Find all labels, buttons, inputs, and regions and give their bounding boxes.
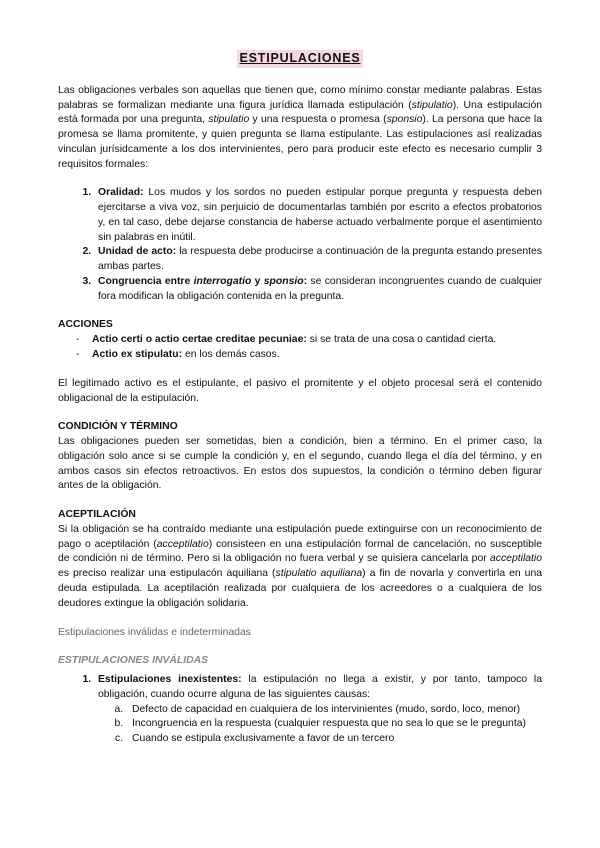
requisito-text: Los mudos y los sordos no pueden estipular porque pregunta y respuesta deben ejercitarse a viva voz, sin perjuicio de documentarlas también por escrito a efectos probatorios y, en tal caso, debe dejarse constancia de haberse actuado verbalmente porque el asentimiento sin palabras en inútil.: [98, 187, 542, 243]
document-title: ESTIPULACIONES: [237, 50, 364, 68]
invalida-text: la estipulación no llega a existir, y por tanto, tampoco la obligación, cuando ocurre alguna de las siguientes causas:: [98, 674, 542, 700]
intro-text-3: y una respuesta o promesa (: [249, 114, 387, 126]
invalidas-indeterminadas-heading: Estipulaciones inválidas e indeterminadas: [58, 626, 251, 638]
requisito-text: se consideran incongruentes cuando de cualquier fora modifican la obligación contenida en la pregunta.: [98, 275, 542, 302]
aceptilacion-text-3: es preciso realizar una estipulacón aquiliana (: [58, 568, 276, 580]
causas-list: [98, 703, 542, 747]
condicion-heading: CONDICIÓN Y TÉRMINO: [58, 421, 178, 433]
acciones-list: [58, 333, 542, 363]
intro-sponsio: sponsio: [386, 114, 423, 126]
requisito-label: Unidad de acto:: [98, 246, 177, 258]
intro-paragraph: [58, 84, 542, 173]
invalidas-list: [58, 673, 542, 747]
acciones-paragraph: El legitimado activo es el estipulante, el pasivo el promitente y el objeto procesal será el contenido obligacional de la estipulación.: [58, 377, 542, 404]
accion-text: en los demás casos.: [182, 349, 280, 361]
aceptilacion-text-4: ) a fin de novarla y convertirla en una deuda estipulada. La aceptilación realizada por cualquiera de los acreedores o a cualquiera de los deudores extingue la obligación solidaria.: [58, 568, 542, 609]
accion-label: Actio certi o actio certae creditae pecuniae:: [92, 334, 307, 346]
aceptilacion-paragraph: [58, 523, 542, 612]
causa-item: c. Cuando se estipula exclusivamente a favor de un tercero: [126, 732, 542, 747]
aceptilacion-heading: ACEPTILACIÓN: [58, 509, 136, 521]
accion-item: [76, 348, 542, 363]
aceptilacion-stipulatio-aquiliana: stipulatio aquiliana: [275, 568, 363, 580]
title-wrap: [58, 50, 542, 68]
invalida-item: [94, 673, 542, 747]
accion-label: Actio ex stipulatu:: [92, 349, 183, 361]
condicion-paragraph: Las obligaciones pueden ser sometidas, bien a condición, bien a término. En el primer caso, la obligación solo ance si se cumple la condición y, en el segundo, cuando llega el día del término, y en ambos casos sin efectos retroactivos. En estos dos supuestos, la condición o término deben figurar antes de la obligación.: [58, 436, 542, 492]
requisito-item: [94, 245, 542, 275]
requisito-item: [94, 186, 542, 245]
intro-stipulatio: stipulatio: [411, 99, 453, 111]
requisito-item: [94, 275, 542, 305]
aceptilacion-acceptilatio-2: acceptilatio: [490, 553, 542, 565]
invalidas-heading: ESTIPULACIONES INVÁLIDAS: [58, 655, 209, 667]
requisito-label: Congruencia entre interrogatio y sponsio:: [98, 275, 308, 287]
intro-stipulatio-2: stipulatio: [208, 114, 250, 126]
requisito-text: la respuesta debe producirse a continuación de la pregunta estando presentes ambas partes.: [98, 246, 543, 273]
aceptilacion-acceptilatio: acceptilatio: [156, 538, 209, 550]
intro-text-1: Las obligaciones verbales son aquellas que tienen que, como mínimo constar mediante palabras. Estas palabras se formalizan mediante una figura jurídica llamada estipulación (: [58, 84, 542, 111]
causa-item: a. Defecto de capacidad en cualquiera de los intervinientes (mudo, sordo, loco, menor): [126, 703, 542, 718]
requisitos-list: [58, 186, 542, 304]
accion-item: [76, 333, 542, 348]
aceptilacion-text-2: ) consisteen en una estipulación formal de cancelación, no susceptible de condición ni de término. Pero si la obligación no fuera verbal y se quisiera cancelarla por: [58, 538, 542, 565]
aceptilacion-text-1: Si la obligación se ha contraído mediante una estipulación puede extinguirse con un reconocimiento de pago o aceptilación (: [58, 523, 542, 550]
invalida-label: Estipulaciones inexistentes:: [98, 674, 242, 686]
intro-text-2: ). Una estipulación está formada por una pregunta,: [58, 99, 542, 126]
accion-text: si se trata de una cosa o cantidad cierta.: [306, 334, 497, 346]
causa-item: b. Incongruencia en la respuesta (cualquier respuesta que no sea lo que se le pregunta): [126, 717, 542, 732]
requisito-label: Oralidad:: [98, 187, 144, 199]
acciones-heading: ACCIONES: [58, 319, 113, 331]
intro-text-4: ). La persona que hace la promesa se llama promitente, y quien pregunta se llama estipulante. Las estipulaciones así realizadas vinculan jurísidcamente a los dos intervinientes, pero para producir este efecto es necesario cumplir 3 requisitos formales:: [58, 114, 543, 170]
